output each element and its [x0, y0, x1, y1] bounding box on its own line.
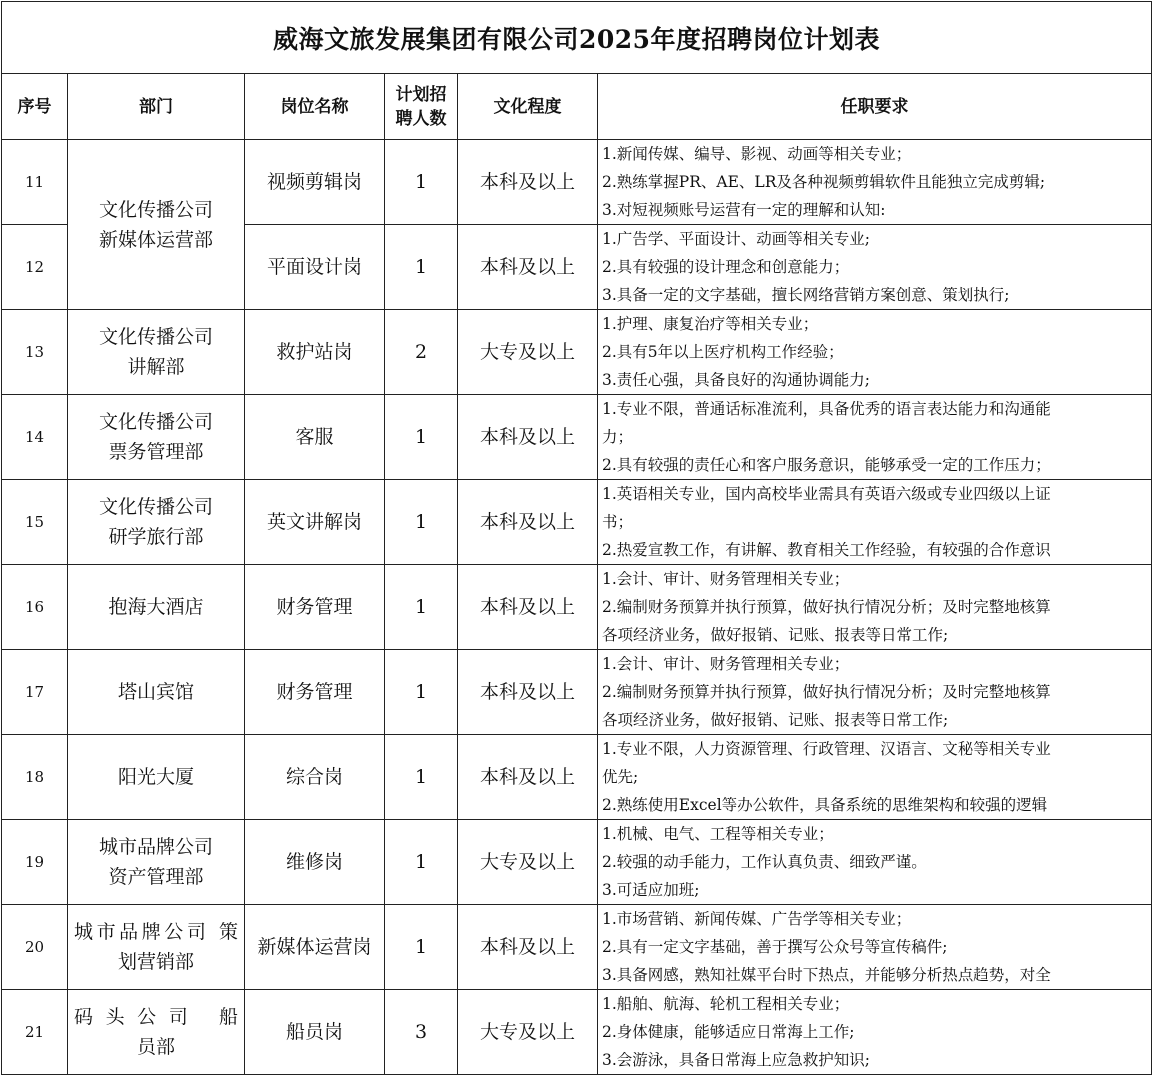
requirement-line: 力；: [602, 428, 634, 446]
row-education: 本科及以上: [458, 650, 598, 735]
row-requirements: [598, 990, 1152, 1075]
row-dept: [68, 395, 245, 480]
row-dept: [68, 905, 245, 990]
row-position: 综合岗: [245, 735, 385, 820]
row-education: 大专及以上: [458, 820, 598, 905]
row-position: 英文讲解岗: [245, 480, 385, 565]
row-count: 1: [385, 820, 458, 905]
dept-line: 文化传播公司: [98, 496, 213, 518]
table-title: 威海文旅发展集团有限公司2025年度招聘岗位计划表: [2, 2, 1152, 74]
row-requirements: [598, 735, 1152, 820]
requirement-line: 1.机械、电气、工程等相关专业；: [602, 825, 834, 843]
requirement-line: 优先;: [602, 768, 639, 786]
requirement-line: 1.广告学、平面设计、动画等相关专业;: [602, 230, 871, 248]
header-dept: 部门: [68, 74, 245, 140]
row-education: 本科及以上: [458, 905, 598, 990]
table-row: [2, 905, 1152, 990]
table-row: [2, 140, 1152, 225]
requirement-line: 3.会游泳，具备日常海上应急救护知识;: [602, 1051, 871, 1069]
row-seq: 19: [2, 820, 68, 905]
header-education: 文化程度: [458, 74, 598, 140]
row-count: 1: [385, 480, 458, 565]
row-count: 1: [385, 140, 458, 225]
row-requirements: [598, 395, 1152, 480]
row-requirements: [598, 140, 1152, 225]
row-dept: [68, 990, 245, 1075]
row-count: 1: [385, 735, 458, 820]
table-row: [2, 395, 1152, 480]
row-dept: [68, 650, 245, 735]
header-requirements: 任职要求: [598, 74, 1152, 140]
requirement-line: 各项经济业务，做好报销、记账、报表等日常工作;: [602, 711, 949, 729]
row-position: 维修岗: [245, 820, 385, 905]
requirement-line: 2.编制财务预算并执行预算，做好执行情况分析；及时完整地核算: [602, 598, 1051, 616]
dept-line: 划营销部: [117, 951, 194, 973]
dept-line: 新媒体运营部: [98, 228, 213, 251]
row-count: 1: [385, 565, 458, 650]
row-education: 本科及以上: [458, 735, 598, 820]
dept-line: 文化传播公司: [98, 411, 213, 433]
dept-line: 抱海大酒店: [108, 596, 204, 618]
row-seq: 21: [2, 990, 68, 1075]
row-position: 新媒体运营岗: [245, 905, 385, 990]
row-dept: [68, 565, 245, 650]
row-seq: 15: [2, 480, 68, 565]
table-row: [2, 990, 1152, 1075]
table-body: [2, 140, 1152, 1075]
dept-line: 码头公司 船: [74, 1006, 238, 1028]
row-position: 视频剪辑岗: [245, 140, 385, 225]
row-position: 财务管理: [245, 565, 385, 650]
requirement-line: 2.熟练使用Excel等办公软件，具备系统的思维架构和较强的逻辑: [602, 796, 1048, 814]
requirement-line: 2.具有5年以上医疗机构工作经验；: [602, 343, 844, 361]
requirement-line: 2.较强的动手能力，工作认真负责、细致严谨。: [602, 853, 927, 871]
row-education: 大专及以上: [458, 310, 598, 395]
row-seq: 20: [2, 905, 68, 990]
requirement-line: 3.责任心强，具备良好的沟通协调能力;: [602, 371, 871, 389]
row-dept: [68, 735, 245, 820]
row-seq: 12: [2, 225, 68, 310]
row-requirements: [598, 480, 1152, 565]
dept-line: 文化传播公司: [98, 198, 213, 221]
row-position: 救护站岗: [245, 310, 385, 395]
header-count-label: 计划招聘人数: [395, 84, 447, 129]
row-seq: 16: [2, 565, 68, 650]
row-education: 本科及以上: [458, 565, 598, 650]
requirement-line: 1.会计、审计、财务管理相关专业；: [602, 570, 850, 588]
requirement-line: 3.具备一定的文字基础，擅长网络营销方案创意、策划执行;: [602, 286, 1010, 304]
row-requirements: [598, 905, 1152, 990]
row-position: 船员岗: [245, 990, 385, 1075]
row-requirements: [598, 820, 1152, 905]
header-position: 岗位名称: [245, 74, 385, 140]
requirement-line: 1.会计、审计、财务管理相关专业；: [602, 655, 850, 673]
row-requirements: [598, 565, 1152, 650]
row-requirements: [598, 225, 1152, 310]
row-count: 1: [385, 650, 458, 735]
table-row: [2, 820, 1152, 905]
requirement-line: 1.护理、康复治疗等相关专业；: [602, 315, 819, 333]
requirement-line: 2.熟练掌握PR、AE、LR及各种视频剪辑软件且能独立完成剪辑;: [602, 173, 1046, 191]
row-dept: [68, 480, 245, 565]
dept-line: 塔山宾馆: [117, 681, 194, 703]
requirement-line: 1.船舶、航海、轮机工程相关专业；: [602, 995, 850, 1013]
row-education: 本科及以上: [458, 395, 598, 480]
requirement-line: 2.身体健康，能够适应日常海上工作;: [602, 1023, 855, 1041]
requirement-line: 3.对短视频账号运营有一定的理解和认知:: [602, 201, 886, 219]
row-count: 1: [385, 225, 458, 310]
requirement-line: 1.英语相关专业，国内高校毕业需具有英语六级或专业四级以上证: [602, 485, 1051, 503]
row-seq: 13: [2, 310, 68, 395]
dept-line: 讲解部: [127, 356, 185, 378]
dept-line: 城市品牌公司 策: [74, 921, 238, 943]
row-seq: 14: [2, 395, 68, 480]
row-education: 大专及以上: [458, 990, 598, 1075]
requirement-line: 3.具备网感，熟知社媒平台时下热点，并能够分析热点趋势，对全: [602, 966, 1051, 984]
requirement-line: 3.可适应加班;: [602, 881, 700, 899]
row-education: 本科及以上: [458, 480, 598, 565]
requirement-line: 2.具有较强的设计理念和创意能力；: [602, 258, 850, 276]
recruitment-table: [1, 1, 1152, 1075]
table-row: [2, 735, 1152, 820]
requirement-line: 1.市场营销、新闻传媒、广告学等相关专业；: [602, 910, 912, 928]
row-education: 本科及以上: [458, 225, 598, 310]
requirement-line: 2.具有较强的责任心和客户服务意识，能够承受一定的工作压力；: [602, 456, 1051, 474]
row-dept: [68, 310, 245, 395]
requirement-line: 书；: [602, 513, 634, 531]
row-requirements: [598, 310, 1152, 395]
requirement-line: 2.编制财务预算并执行预算，做好执行情况分析；及时完整地核算: [602, 683, 1051, 701]
requirement-line: 1.专业不限，普通话标准流利，具备优秀的语言表达能力和沟通能: [602, 400, 1051, 418]
table-row: [2, 310, 1152, 395]
header-count: [385, 74, 458, 140]
requirement-line: 1.新闻传媒、编导、影视、动画等相关专业；: [602, 145, 912, 163]
row-count: 1: [385, 905, 458, 990]
dept-line: 阳光大厦: [117, 766, 194, 788]
dept-line: 城市品牌公司: [98, 836, 213, 858]
row-count: 3: [385, 990, 458, 1075]
row-count: 2: [385, 310, 458, 395]
requirement-line: 2.具有一定文字基础，善于撰写公众号等宣传稿件;: [602, 938, 948, 956]
row-count: 1: [385, 395, 458, 480]
dept-line: 票务管理部: [108, 441, 204, 463]
row-seq: 18: [2, 735, 68, 820]
row-education: 本科及以上: [458, 140, 598, 225]
requirement-line: 2.热爱宣教工作，有讲解、教育相关工作经验，有较强的合作意识: [602, 541, 1051, 559]
table-row: [2, 650, 1152, 735]
dept-line: 文化传播公司: [98, 326, 213, 348]
table-row: [2, 565, 1152, 650]
dept-line: 资产管理部: [108, 866, 204, 888]
row-seq: 17: [2, 650, 68, 735]
row-position: 客服: [245, 395, 385, 480]
requirement-line: 1.专业不限，人力资源管理、行政管理、汉语言、文秘等相关专业: [602, 740, 1051, 758]
header-seq: 序号: [2, 74, 68, 140]
dept-line: 研学旅行部: [108, 526, 204, 548]
row-dept: [68, 140, 245, 310]
row-position: 财务管理: [245, 650, 385, 735]
table-row: [2, 480, 1152, 565]
dept-line: 员部: [136, 1036, 175, 1058]
row-position: 平面设计岗: [245, 225, 385, 310]
row-seq: 11: [2, 140, 68, 225]
row-dept: [68, 820, 245, 905]
requirement-line: 各项经济业务，做好报销、记账、报表等日常工作;: [602, 626, 949, 644]
row-requirements: [598, 650, 1152, 735]
